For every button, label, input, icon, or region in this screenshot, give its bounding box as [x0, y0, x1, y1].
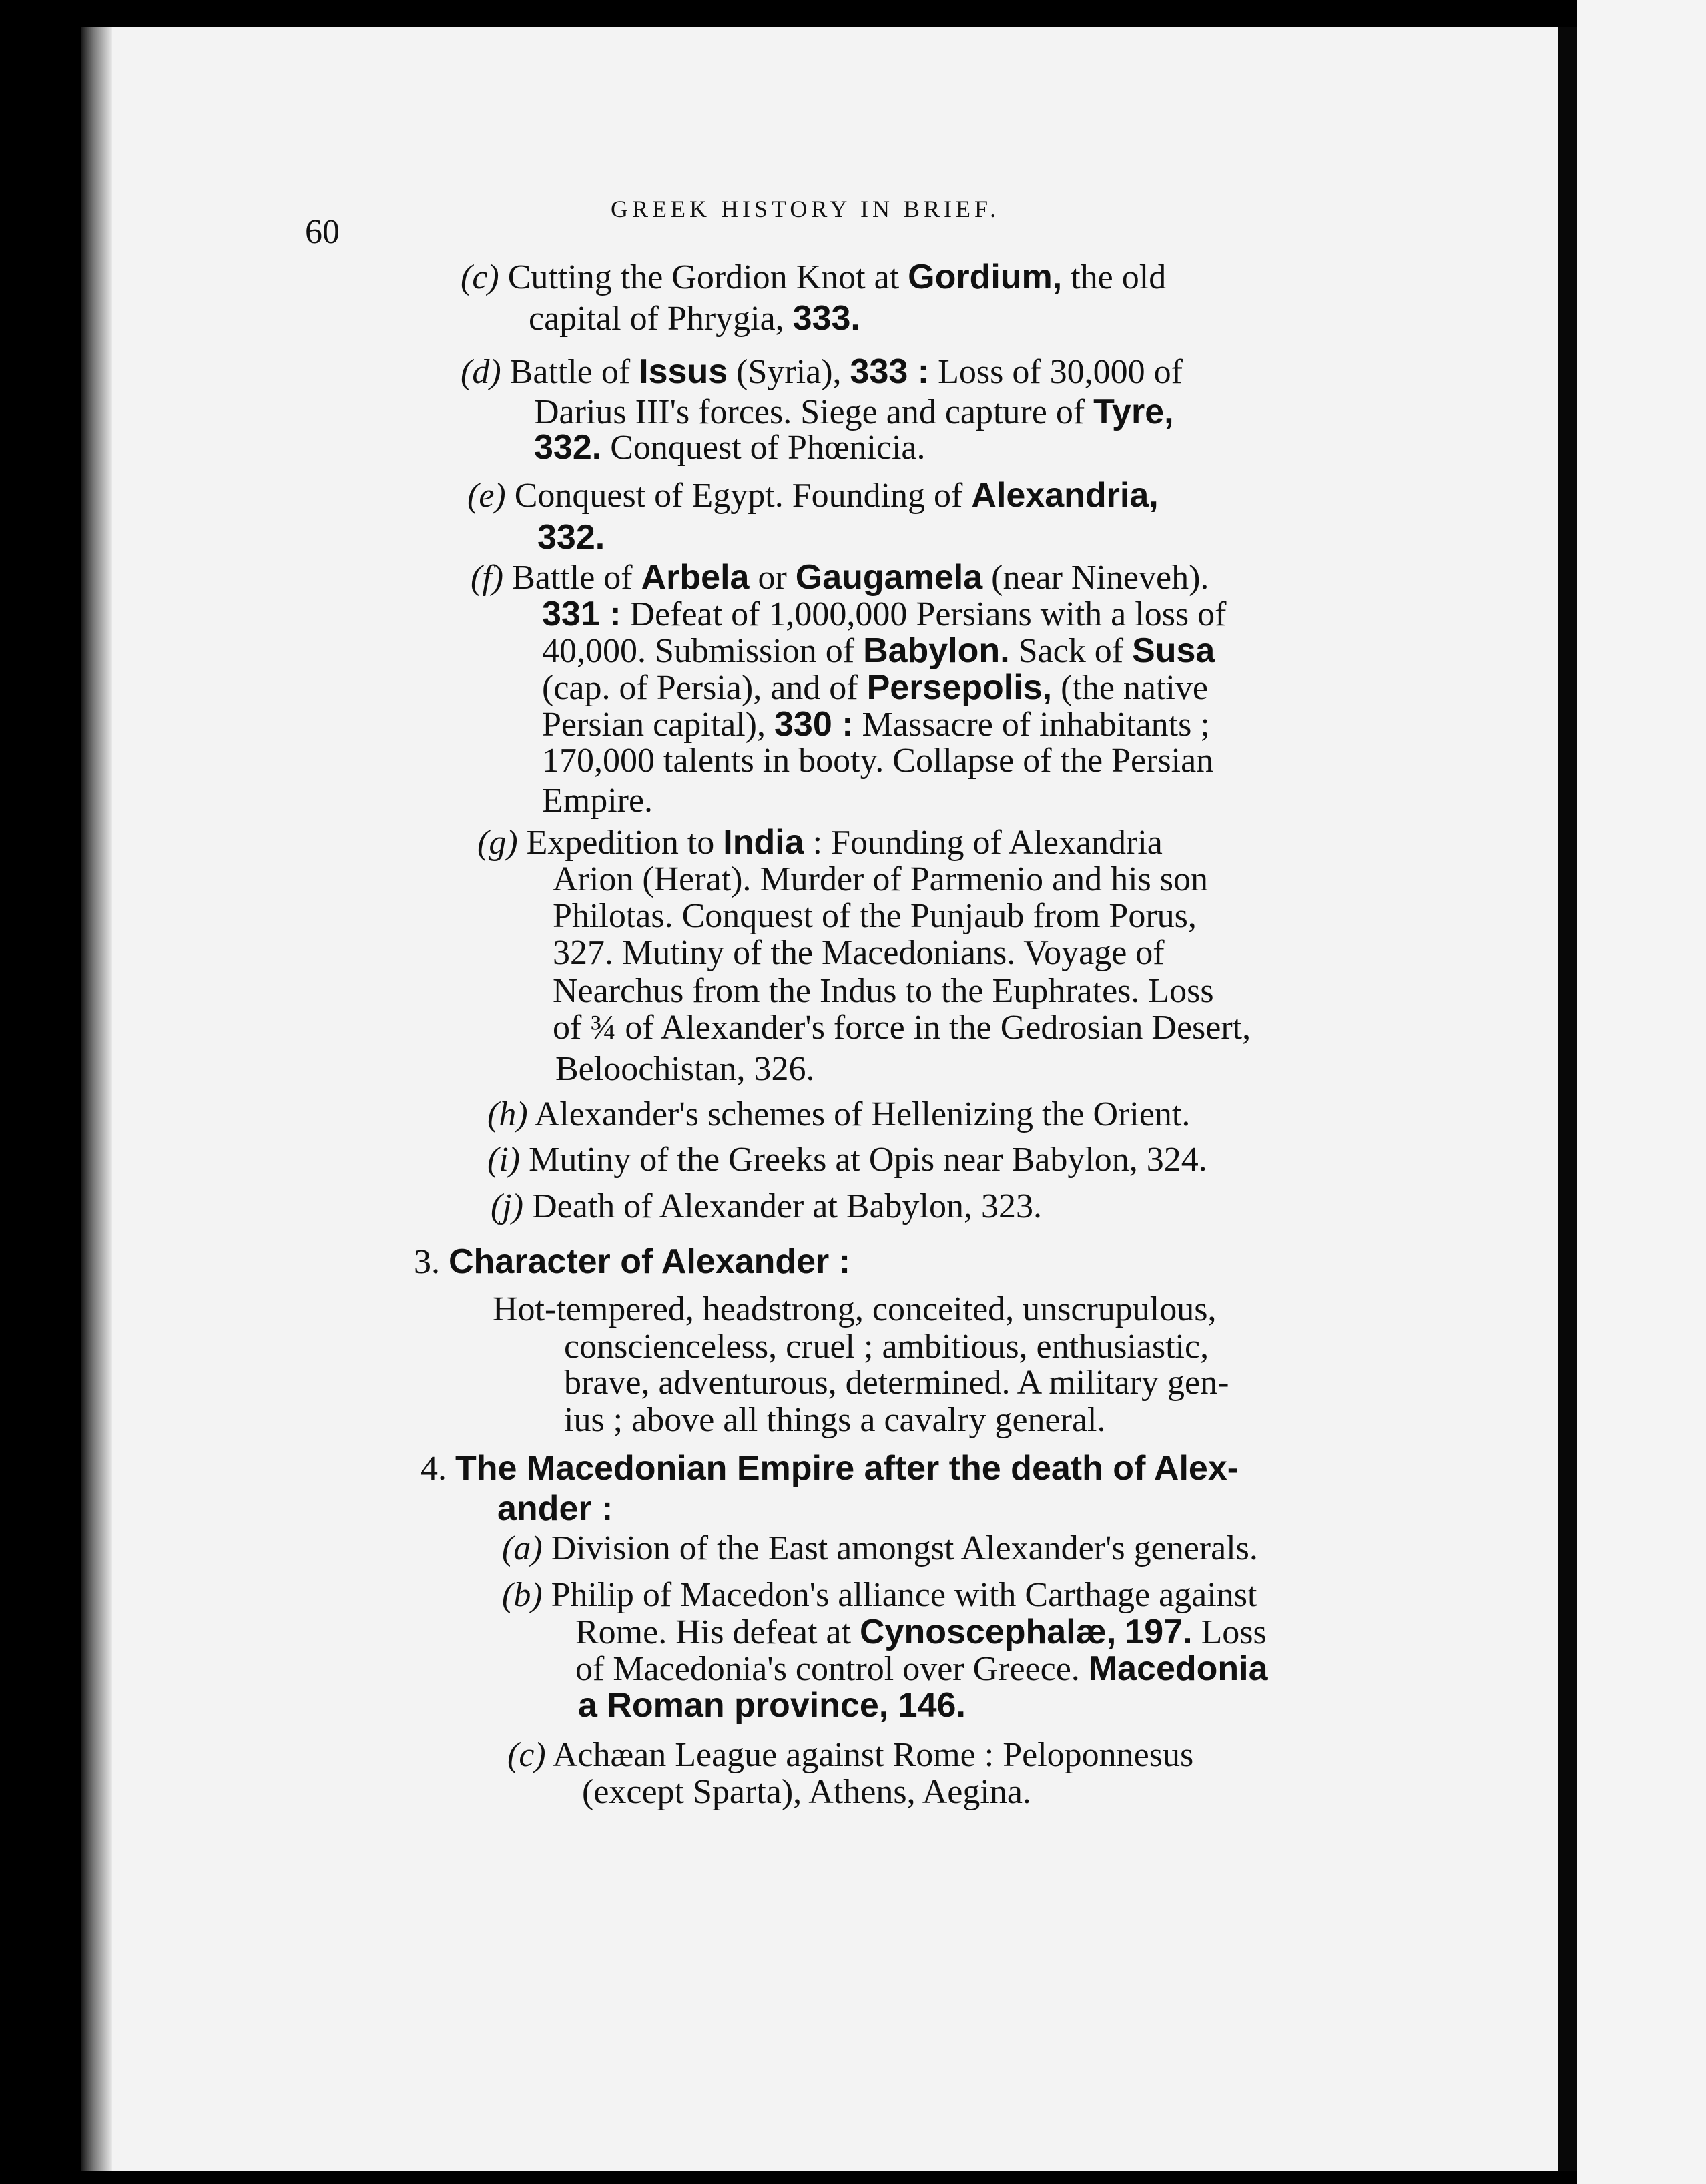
- item-g-line-4: 327. Mutiny of the Macedonians. Voyage of: [553, 934, 1165, 972]
- item-text: 40,000. Submission of: [542, 632, 855, 670]
- item-text: Alexander's schemes of Hellenizing the Orient.: [534, 1095, 1191, 1133]
- item-text: capital of Phrygia,: [529, 300, 784, 338]
- keyword: 333.: [792, 299, 860, 338]
- keyword: a Roman province, 146.: [578, 1686, 966, 1725]
- keyword: Macedonia: [1088, 1649, 1268, 1688]
- item-label: (c): [507, 1736, 546, 1774]
- item-label: (h): [487, 1095, 528, 1133]
- section-3-line-1: Hot-tempered, headstrong, conceited, unscrupulous,: [493, 1290, 1217, 1328]
- page-number: 60: [305, 213, 340, 251]
- item-c-line-2: [529, 298, 860, 339]
- item-text: Cutting the Gordion Knot at: [507, 258, 900, 296]
- item-f-line-5: [542, 704, 1210, 745]
- item-g-line-2: Arion (Herat). Murder of Parmenio and his son: [553, 860, 1208, 898]
- item-g-line-1: [477, 822, 1163, 863]
- item-label: (e): [467, 477, 506, 515]
- section-title: Character of Alexander :: [449, 1242, 851, 1281]
- item-label: (j): [491, 1187, 524, 1225]
- item-label: (i): [487, 1141, 521, 1179]
- item-f-line-6: 170,000 talents in booty. Collapse of the Persian: [542, 742, 1214, 780]
- keyword: 332.: [537, 518, 605, 557]
- item-i: [487, 1140, 1207, 1180]
- item-text: Mutiny of the Greeks at Opis near Babylon, 324.: [529, 1141, 1207, 1179]
- item-label: (f): [471, 559, 504, 597]
- keyword: Issus: [639, 352, 728, 391]
- item-text: Loss of 30,000 of: [938, 353, 1183, 391]
- keyword: Persepolis,: [866, 668, 1053, 707]
- item-text: Massacre of inhabitants ;: [862, 706, 1210, 744]
- section-3-line-4: ius ; above all things a cavalry general.: [564, 1401, 1106, 1439]
- item-f-line-2: [542, 594, 1226, 635]
- item-label: (d): [461, 353, 501, 391]
- section-3-heading: [414, 1242, 850, 1282]
- section-4-item-b-line-3: [575, 1649, 1268, 1689]
- item-e-line-1: [467, 475, 1159, 516]
- keyword: Arbela: [641, 558, 750, 597]
- item-text: Achæan League against Rome : Peloponnesus: [552, 1736, 1194, 1774]
- item-c-line-1: [461, 257, 1166, 298]
- keyword: Tyre,: [1093, 392, 1174, 431]
- keyword: 332.: [534, 428, 602, 467]
- section-number: 3.: [414, 1243, 440, 1281]
- item-text: Conquest of Phœnicia.: [610, 429, 926, 467]
- facing-page-edge: [1577, 0, 1706, 2184]
- keyword: 331 :: [542, 595, 621, 633]
- keyword: 333 :: [850, 352, 930, 391]
- section-title-cont: ander :: [497, 1489, 613, 1528]
- keyword: India: [723, 823, 804, 862]
- item-g-line-3: Philotas. Conquest of the Punjaub from Porus,: [553, 897, 1197, 935]
- item-label: (g): [477, 824, 518, 862]
- item-d-line-3: [534, 427, 926, 468]
- section-title: The Macedonian Empire after the death of Alex-: [455, 1449, 1239, 1488]
- section-4-heading-1: [420, 1448, 1239, 1489]
- section-4-item-b-line-4: [578, 1685, 966, 1726]
- section-3-line-3: brave, adventurous, determined. A military gen-: [564, 1364, 1229, 1402]
- section-4-item-a: [502, 1529, 1258, 1569]
- section-4-heading-2: [497, 1488, 613, 1529]
- item-text: Loss: [1201, 1613, 1267, 1651]
- item-h: [487, 1095, 1190, 1135]
- item-f-line-1: [471, 557, 1209, 598]
- section-number: 4.: [420, 1450, 447, 1488]
- item-text: Division of the East amongst Alexander's generals.: [551, 1529, 1258, 1567]
- item-text: Sack of: [1018, 632, 1124, 670]
- item-text: (Syria),: [736, 353, 842, 391]
- keyword: Cynoscephalæ,: [859, 1613, 1117, 1651]
- item-g-line-6: of ¾ of Alexander's force in the Gedrosian Desert,: [553, 1009, 1251, 1047]
- item-label: (b): [502, 1576, 543, 1614]
- keyword: Gaugamela: [795, 558, 983, 597]
- item-j: [491, 1187, 1042, 1227]
- section-3-line-2: conscienceless, cruel ; ambitious, enthusiastic,: [564, 1328, 1209, 1366]
- item-text: (cap. of Persia), and of: [542, 669, 858, 707]
- item-d-line-1: [461, 352, 1183, 392]
- item-text: Battle of: [509, 353, 631, 391]
- item-text: Philip of Macedon's alliance with Carthage against: [551, 1576, 1257, 1614]
- section-4-item-c-line-2: (except Sparta), Athens, Aegina.: [582, 1773, 1031, 1811]
- running-title: GREEK HISTORY IN BRIEF.: [611, 196, 1001, 222]
- item-label: (c): [461, 258, 499, 296]
- item-f-line-4: [542, 667, 1208, 708]
- section-4-item-b-line-2: [575, 1612, 1267, 1653]
- item-text: (the native: [1061, 669, 1208, 707]
- item-g-line-5: Nearchus from the Indus to the Euphrates. Loss: [553, 972, 1214, 1010]
- item-text: or: [758, 559, 787, 597]
- keyword: Gordium,: [908, 258, 1063, 296]
- keyword: 197.: [1125, 1613, 1193, 1651]
- item-text: Expedition to: [526, 824, 715, 862]
- item-e-line-2: [537, 517, 605, 558]
- item-text: Darius III's forces. Siege and capture of: [534, 393, 1085, 431]
- item-text: Defeat of 1,000,000 Persians with a loss of: [629, 595, 1227, 633]
- item-text: the old: [1071, 258, 1167, 296]
- item-text: : Founding of Alexandria: [812, 824, 1163, 862]
- item-text: Battle of: [512, 559, 633, 597]
- section-4-item-b-line-1: [502, 1575, 1257, 1615]
- item-g-line-7: Beloochistan, 326.: [555, 1050, 815, 1088]
- item-d-line-2: [534, 392, 1174, 433]
- item-text: Death of Alexander at Babylon, 323.: [532, 1187, 1042, 1225]
- item-text: Conquest of Egypt. Founding of: [514, 477, 963, 515]
- keyword: Babylon.: [863, 631, 1010, 670]
- item-text: (near Nineveh).: [991, 559, 1209, 597]
- keyword: Susa: [1132, 631, 1215, 670]
- item-f-line-7: Empire.: [542, 782, 653, 820]
- item-text: of Macedonia's control over Greece.: [575, 1650, 1080, 1688]
- item-text: Rome. His defeat at: [575, 1613, 851, 1651]
- keyword: Alexandria,: [971, 476, 1159, 515]
- item-f-line-3: [542, 631, 1215, 671]
- section-4-item-c-line-1: [507, 1735, 1193, 1776]
- keyword: 330 :: [774, 705, 854, 744]
- item-label: (a): [502, 1529, 543, 1567]
- item-text: Persian capital),: [542, 706, 766, 744]
- page-gutter-shadow: [81, 27, 112, 2171]
